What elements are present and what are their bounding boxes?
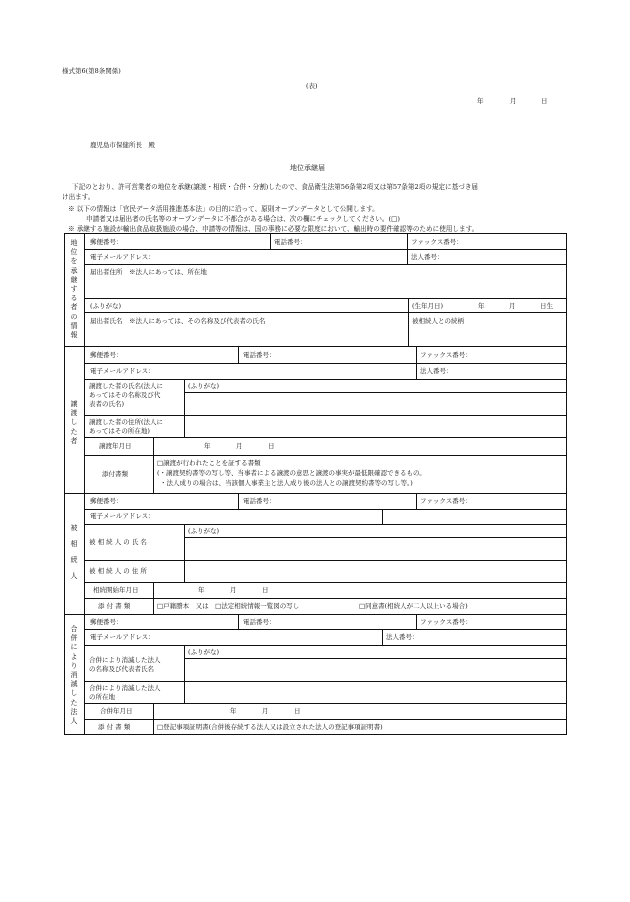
decedent-name-label: 被 相 続 人 の 氏 名 [89, 538, 147, 546]
merged-corp-name-label-1: 合併により消滅した法人 [89, 656, 161, 664]
decedent-address-label: 被 相 続 人 の 住 所 [89, 567, 147, 575]
inheritance-date-year[interactable]: 年 [198, 586, 205, 594]
transferor-name-label-1: 譲渡した者の氏名(法人に [89, 382, 164, 390]
merger-date-day[interactable]: 日 [294, 707, 301, 715]
decedent-postal-field[interactable]: 郵便番号： [90, 497, 123, 505]
transfer-date-day[interactable]: 日 [268, 442, 275, 450]
merged-corp-address-label-1: 合併により消滅した法人 [89, 684, 161, 692]
transferor-attach-note-1: (・譲渡契約書等の写し等、当事者による譲渡の意思と譲渡の事実が最低限確認できるもの。 [157, 469, 426, 477]
merged-corp-no-field[interactable]: 法人番号： [386, 633, 419, 641]
transferor-side-label: 譲 渡 し た 者 [70, 400, 78, 445]
merged-corp-name-label-2: の名称及び代表者氏名 [89, 665, 154, 673]
merged-corp-phone-field[interactable]: 電話番号： [243, 618, 276, 626]
successor-birth-month[interactable]: 月 [509, 302, 516, 310]
merged-corp-furigana-field[interactable]: (ふりがな) [188, 648, 220, 656]
inheritance-date-day[interactable]: 日 [262, 586, 269, 594]
transferor-name-label-3: 表者の氏名) [89, 400, 125, 408]
successor-furigana-field[interactable]: (ふりがな) [90, 302, 122, 310]
successor-birth-year[interactable]: 年 [478, 302, 485, 310]
transfer-date-month[interactable]: 月 [236, 442, 243, 450]
successor-corp-no-field[interactable]: 法人番号： [411, 253, 444, 261]
merged-corp-postal-field[interactable]: 郵便番号： [90, 618, 123, 626]
inheritance-date-month[interactable]: 月 [230, 586, 237, 594]
successor-phone-field[interactable]: 電話番号： [274, 238, 307, 246]
registry-certificate-checkbox[interactable]: □登記事項証明書(合併後存続する法人又は設立された法人の登記事項証明書) [157, 723, 383, 731]
merged-corp-attach-label: 添 付 書 類 [98, 723, 131, 731]
transferor-name-label-2: あってはその名称及び代 [89, 391, 161, 399]
successor-side-label: 地 位 を 承 継 す る 者 の 情 報 [70, 239, 78, 340]
transfer-date-label: 譲渡年月日 [99, 442, 132, 450]
front-label: (表) [306, 82, 318, 90]
transferor-email-field[interactable]: 電子メールアドレス： [90, 367, 155, 375]
export-facility-note: ※ 承継する施設が輸出食品取扱施設の場合、申請等の情報は、国の事務に必要な限度において、輸出時の要件確認等のために使用します。 [68, 225, 479, 233]
intro-paragraph-line2: け出ます。 [62, 193, 95, 201]
date-day-label: 日 [541, 97, 548, 105]
page-title: 地位承継届 [290, 164, 325, 172]
successor-address-field[interactable]: 届出者住所 ※法人にあっては、所在地 [90, 268, 207, 276]
transferor-address-label-2: あってはその所在地) [89, 427, 150, 435]
open-data-note: ※ 以下の情報は「官民データ活用推進基本法」の目的に沿って、原則オープンデータとして公開します。 [68, 205, 379, 213]
merger-date-label: 合併年月日 [100, 707, 133, 715]
transferor-attach-label: 添付書類 [102, 470, 128, 478]
merged-corp-side-label: 合 併 に よ り 消 滅 し た 法 人 [70, 625, 78, 726]
merger-date-month[interactable]: 月 [262, 707, 269, 715]
successor-email-field[interactable]: 電子メールアドレス： [90, 253, 155, 261]
decedent-fax-field[interactable]: ファックス番号： [420, 497, 472, 505]
transferor-postal-field[interactable]: 郵便番号： [90, 351, 123, 359]
merged-corp-address-label-2: の所在地 [89, 693, 115, 701]
family-register-checkbox[interactable]: □戸籍謄本 又は □法定相続情報一覧図の写し [157, 602, 300, 610]
decedent-phone-field[interactable]: 電話番号： [243, 497, 276, 505]
date-month-label: 月 [510, 97, 517, 105]
merged-corp-email-field[interactable]: 電子メールアドレス： [90, 633, 155, 641]
decedent-attach-label: 添 付 書 類 [98, 602, 131, 610]
transfer-date-year[interactable]: 年 [204, 442, 211, 450]
merged-corp-fax-field[interactable]: ファックス番号： [420, 618, 472, 626]
date-year-label: 年 [477, 97, 484, 105]
transferor-phone-field[interactable]: 電話番号： [243, 351, 276, 359]
decedent-side-label: 被 相 続 人 [70, 524, 78, 580]
successor-fax-field[interactable]: ファックス番号： [411, 238, 463, 246]
transferor-furigana-field[interactable]: (ふりがな) [188, 382, 220, 390]
transferor-attach-note-2: ・法人成りの場合は、当該個人事業主と法人成り後の法人との譲渡契約書等の写し等。) [160, 479, 413, 487]
successor-relation-field[interactable]: 被相続人との続柄 [412, 317, 464, 325]
decedent-furigana-field[interactable]: (ふりがな) [188, 527, 220, 535]
successor-postal-field[interactable]: 郵便番号： [90, 238, 123, 246]
successor-birth-label: (生年月日) [412, 302, 444, 310]
successor-birth-day[interactable]: 日生 [540, 302, 553, 310]
successor-name-field[interactable]: 届出者氏名 ※法人にあっては、その名称及び代表者の氏名 [90, 317, 266, 325]
transferor-fax-field[interactable]: ファックス番号： [420, 351, 472, 359]
merger-date-year[interactable]: 年 [230, 707, 237, 715]
open-data-checkbox-note[interactable]: 申請者又は届出者の氏名等のオープンデータに不都合がある場合は、次の欄にチェックしてください。(□) [86, 215, 400, 223]
intro-paragraph-line1: 下記のとおり、許可営業者の地位を承継(譲渡・相続・合併・分割)したので、食品衛生法第56条第2項又は第57条第2項の規定に基づき届 [72, 183, 479, 191]
consent-form-checkbox[interactable]: □同意書(相続人が二人以上いる場合) [359, 602, 468, 610]
successor-section [64, 233, 567, 347]
form-number: 様式第6(第8条関係) [62, 67, 121, 75]
transferor-attach-checkbox[interactable]: □譲渡が行われたことを証する書類 [157, 459, 261, 467]
transferor-corp-no-field[interactable]: 法人番号： [420, 367, 453, 375]
transferor-address-label-1: 譲渡した者の住所(法人に [89, 418, 164, 426]
inheritance-date-label: 相続開始年月日 [93, 586, 139, 594]
decedent-email-field[interactable]: 電子メールアドレス： [90, 512, 155, 520]
addressee: 鹿児島市保健所長 殿 [90, 141, 155, 149]
